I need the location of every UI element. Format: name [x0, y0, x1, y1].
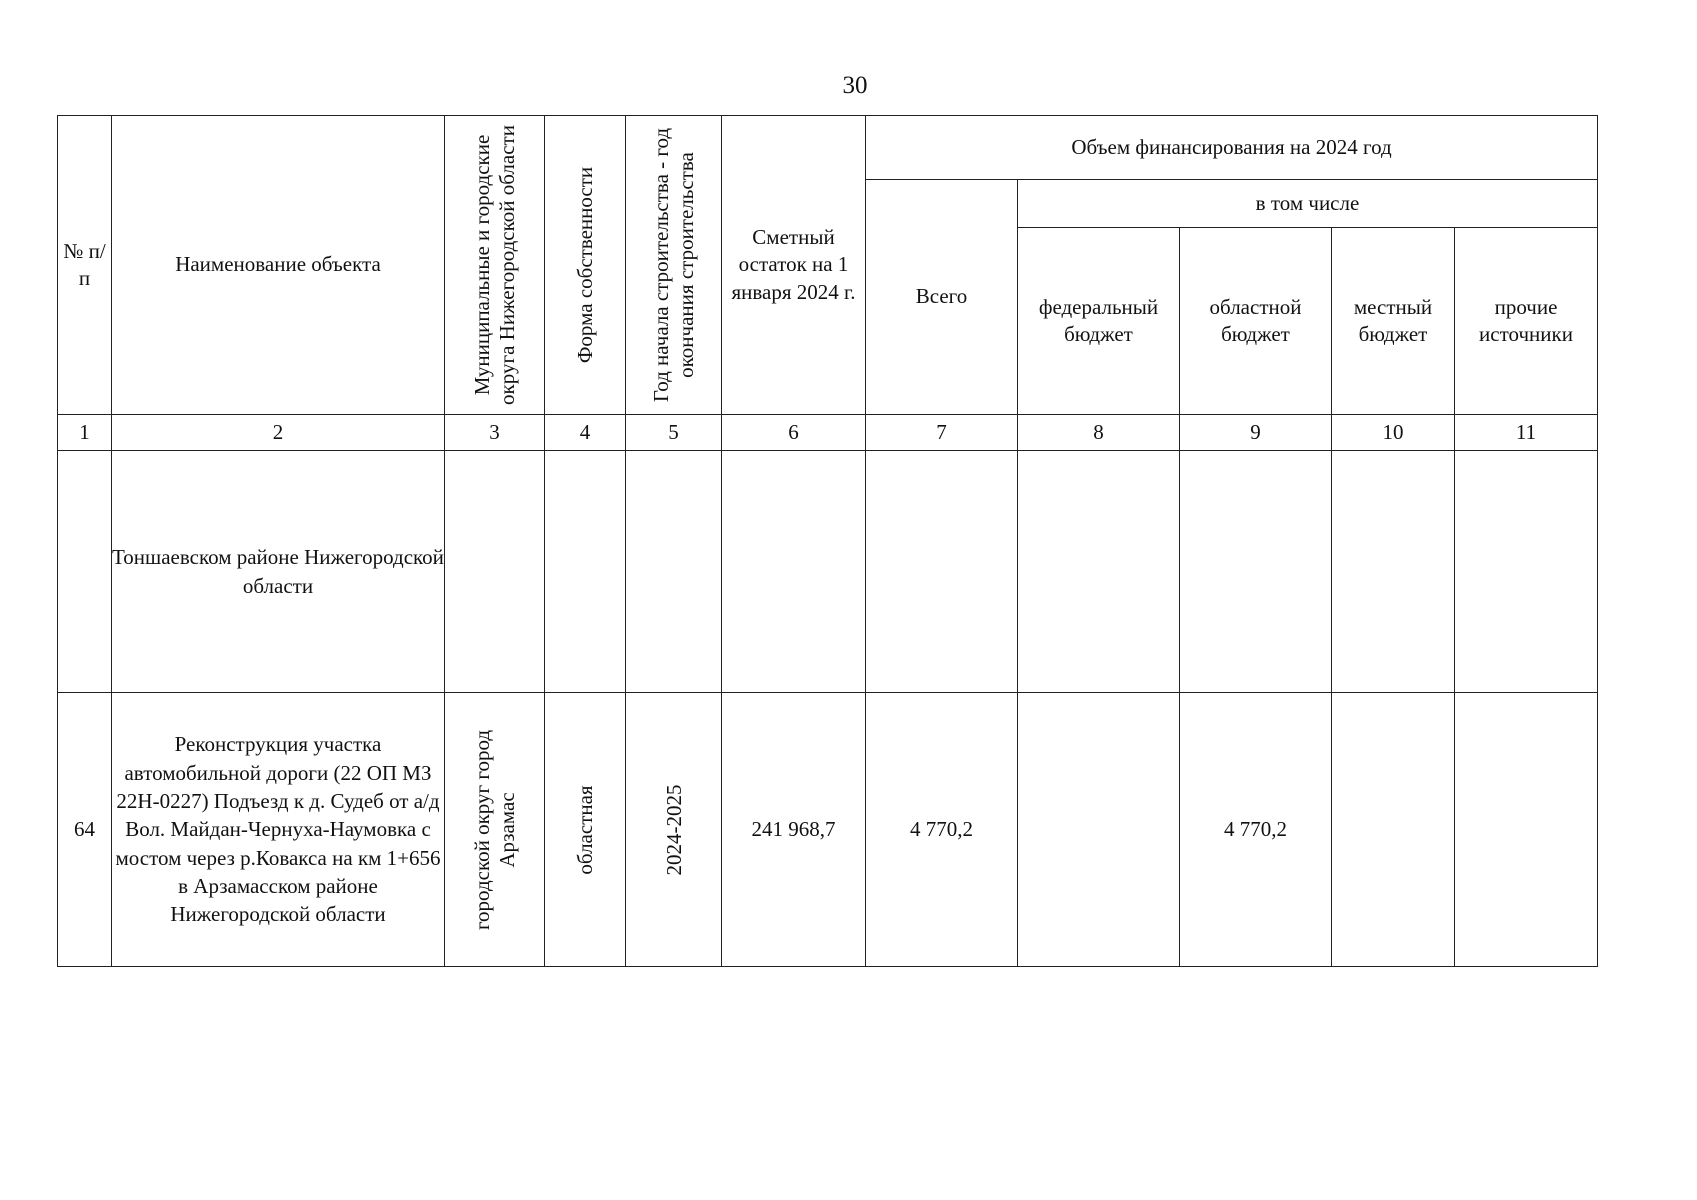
total-cell	[866, 451, 1018, 693]
regional-cell	[1180, 451, 1332, 693]
table-row	[58, 451, 1598, 693]
header-cell-other: прочие источники	[1455, 228, 1598, 415]
header-cell-estimate-balance: Сметный остаток на 1 января 2024 г.	[722, 116, 866, 415]
federal-cell	[1018, 693, 1180, 967]
column-number: 5	[626, 415, 722, 451]
federal-cell	[1018, 451, 1180, 693]
years-cell: 2024-2025	[626, 693, 722, 967]
column-number: 1	[58, 415, 112, 451]
table-row	[58, 693, 1598, 967]
column-number: 2	[112, 415, 445, 451]
ownership-cell: областная	[545, 693, 626, 967]
column-number: 4	[545, 415, 626, 451]
column-number: 9	[1180, 415, 1332, 451]
column-number: 10	[1332, 415, 1455, 451]
column-number: 6	[722, 415, 866, 451]
other-cell	[1455, 451, 1598, 693]
years-cell	[626, 451, 722, 693]
other-cell	[1455, 693, 1598, 967]
header-cell-regional: областной бюджет	[1180, 228, 1332, 415]
object-name: Реконструкция участка автомобильной дороги (22 ОП МЗ 22Н-0227) Подъезд к д. Судеб от а/д Вол. Майдан-Чернуха-Наумовка с мостом через р.Ковакса на км 1+656 в Арзамасском районе Нижегородской области	[112, 693, 445, 967]
object-name: Тоншаевском районе Нижегородской области	[112, 451, 445, 693]
estimate-balance-cell	[722, 451, 866, 693]
header-cell-funding-group: Объем финансирования на 2024 год	[866, 116, 1598, 180]
row-number: 64	[58, 693, 112, 967]
local-cell	[1332, 693, 1455, 967]
header-cell-years: Год начала строительства - год окончания строительства	[626, 116, 722, 415]
total-cell: 4 770,2	[866, 693, 1018, 967]
header-cell-ownership: Форма собственности	[545, 116, 626, 415]
local-cell	[1332, 451, 1455, 693]
row-number	[58, 451, 112, 693]
header-cell-including: в том числе	[1018, 180, 1598, 228]
municipality-cell	[445, 451, 545, 693]
regional-cell: 4 770,2	[1180, 693, 1332, 967]
municipality-cell: городской округ город Арзамас	[445, 693, 545, 967]
header-cell-number: № п/ п	[58, 116, 112, 415]
column-number: 11	[1455, 415, 1598, 451]
ownership-cell	[545, 451, 626, 693]
column-number: 8	[1018, 415, 1180, 451]
column-number: 3	[445, 415, 545, 451]
header-cell-municipality: Муниципальные и городские округа Нижегородской области	[445, 116, 545, 415]
column-number: 7	[866, 415, 1018, 451]
header-cell-name: Наименование объекта	[112, 116, 445, 415]
header-cell-total: Всего	[866, 180, 1018, 415]
column-number-row	[58, 415, 1598, 451]
header-cell-local: местный бюджет	[1332, 228, 1455, 415]
header-cell-federal: федеральный бюджет	[1018, 228, 1180, 415]
estimate-balance-cell: 241 968,7	[722, 693, 866, 967]
page-number: 30	[842, 72, 868, 99]
funding-table	[57, 115, 1598, 967]
header-row-1	[58, 116, 1598, 180]
